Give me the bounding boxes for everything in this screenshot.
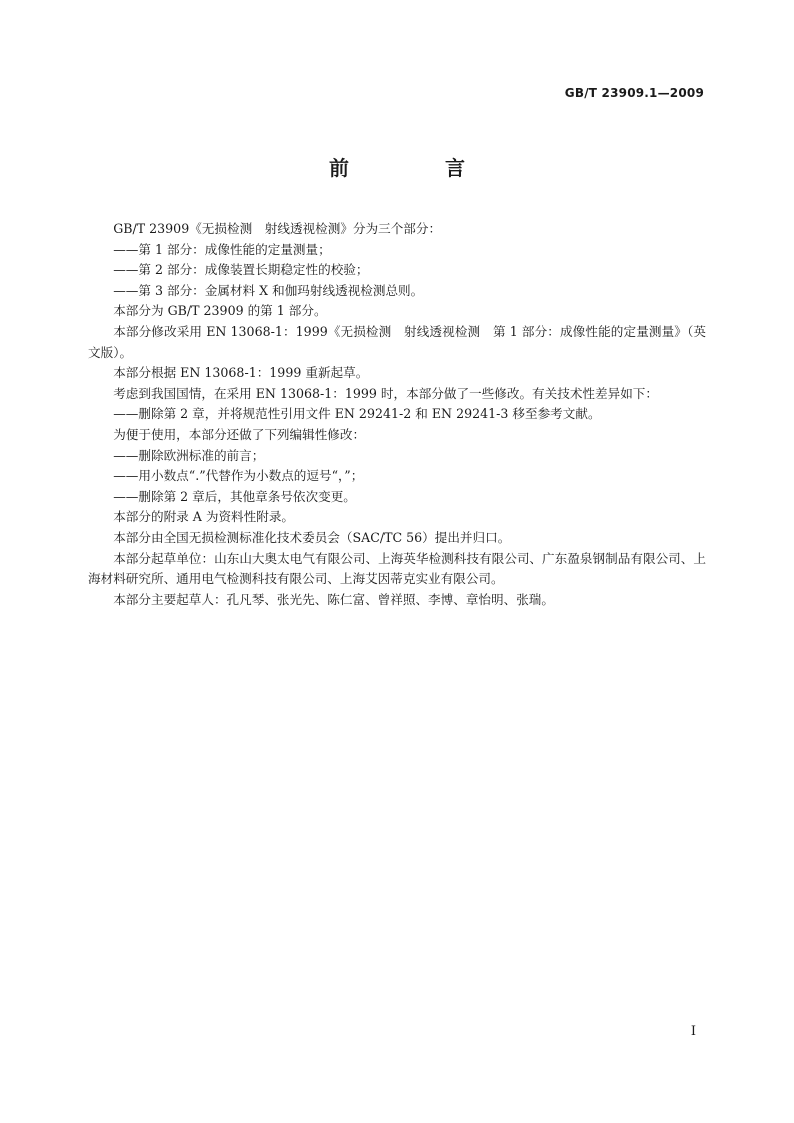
foreword-body xyxy=(88,219,706,610)
paragraph: 本部分修改采用 EN 13068-1：1999《无损检测 射线透视检测 第 1 部分：成像性能的定量测量》（英文版）。 xyxy=(88,323,706,360)
list-item: ——用小数点“.”代替作为小数点的逗号“，”； xyxy=(113,468,364,484)
paragraph: 为便于使用，本部分还做了下列编辑性修改： xyxy=(113,426,366,442)
list-item: ——删除第 2 章后，其他章条号依次变更。 xyxy=(113,488,356,504)
paragraph: 考虑到我国国情，在采用 EN 13068-1：1999 时，本部分做了一些修改。有关技术性差异如下： xyxy=(113,385,658,401)
standard-number: GB/T 23909.1—2009 xyxy=(564,86,704,100)
paragraph: GB/T 23909《无损检测 射线透视检测》分为三个部分： xyxy=(113,221,442,236)
list-item: ——第 2 部分：成像装置长期稳定性的校验； xyxy=(113,262,369,278)
paragraph: 本部分的附录 A 为资料性附录。 xyxy=(113,509,295,525)
paragraph: 本部分为 GB/T 23909 的第 1 部分。 xyxy=(113,303,327,319)
paragraph: 本部分根据 EN 13068-1：1999 重新起草。 xyxy=(113,365,369,381)
paragraph: 本部分由全国无损检测标准化技术委员会（SAC/TC 56）提出并归口。 xyxy=(113,529,511,545)
page-number: I xyxy=(690,1024,696,1039)
list-item: ——删除欧洲标准的前言； xyxy=(113,447,265,463)
list-item: ——第 1 部分：成像性能的定量测量； xyxy=(113,241,331,257)
list-item: ——删除第 2 章，并将规范性引用文件 EN 29241-2 和 EN 29241-3 移至参考文献。 xyxy=(113,406,601,422)
paragraph: 本部分起草单位：山东山大奥太电气有限公司、上海英华检测科技有限公司、广东盈泉钢制品有限公司、上海材料研究所、通用电气检测科技有限公司、上海艾因蒂克实业有限公司。 xyxy=(88,550,706,587)
paragraph: 本部分主要起草人：孔凡琴、张光先、陈仁富、曾祥照、李博、章怡明、张瑞。 xyxy=(113,591,554,607)
list-item: ——第 3 部分：金属材料 X 和伽玛射线透视检测总则。 xyxy=(113,282,424,298)
page-title: 前 言 xyxy=(329,156,503,180)
